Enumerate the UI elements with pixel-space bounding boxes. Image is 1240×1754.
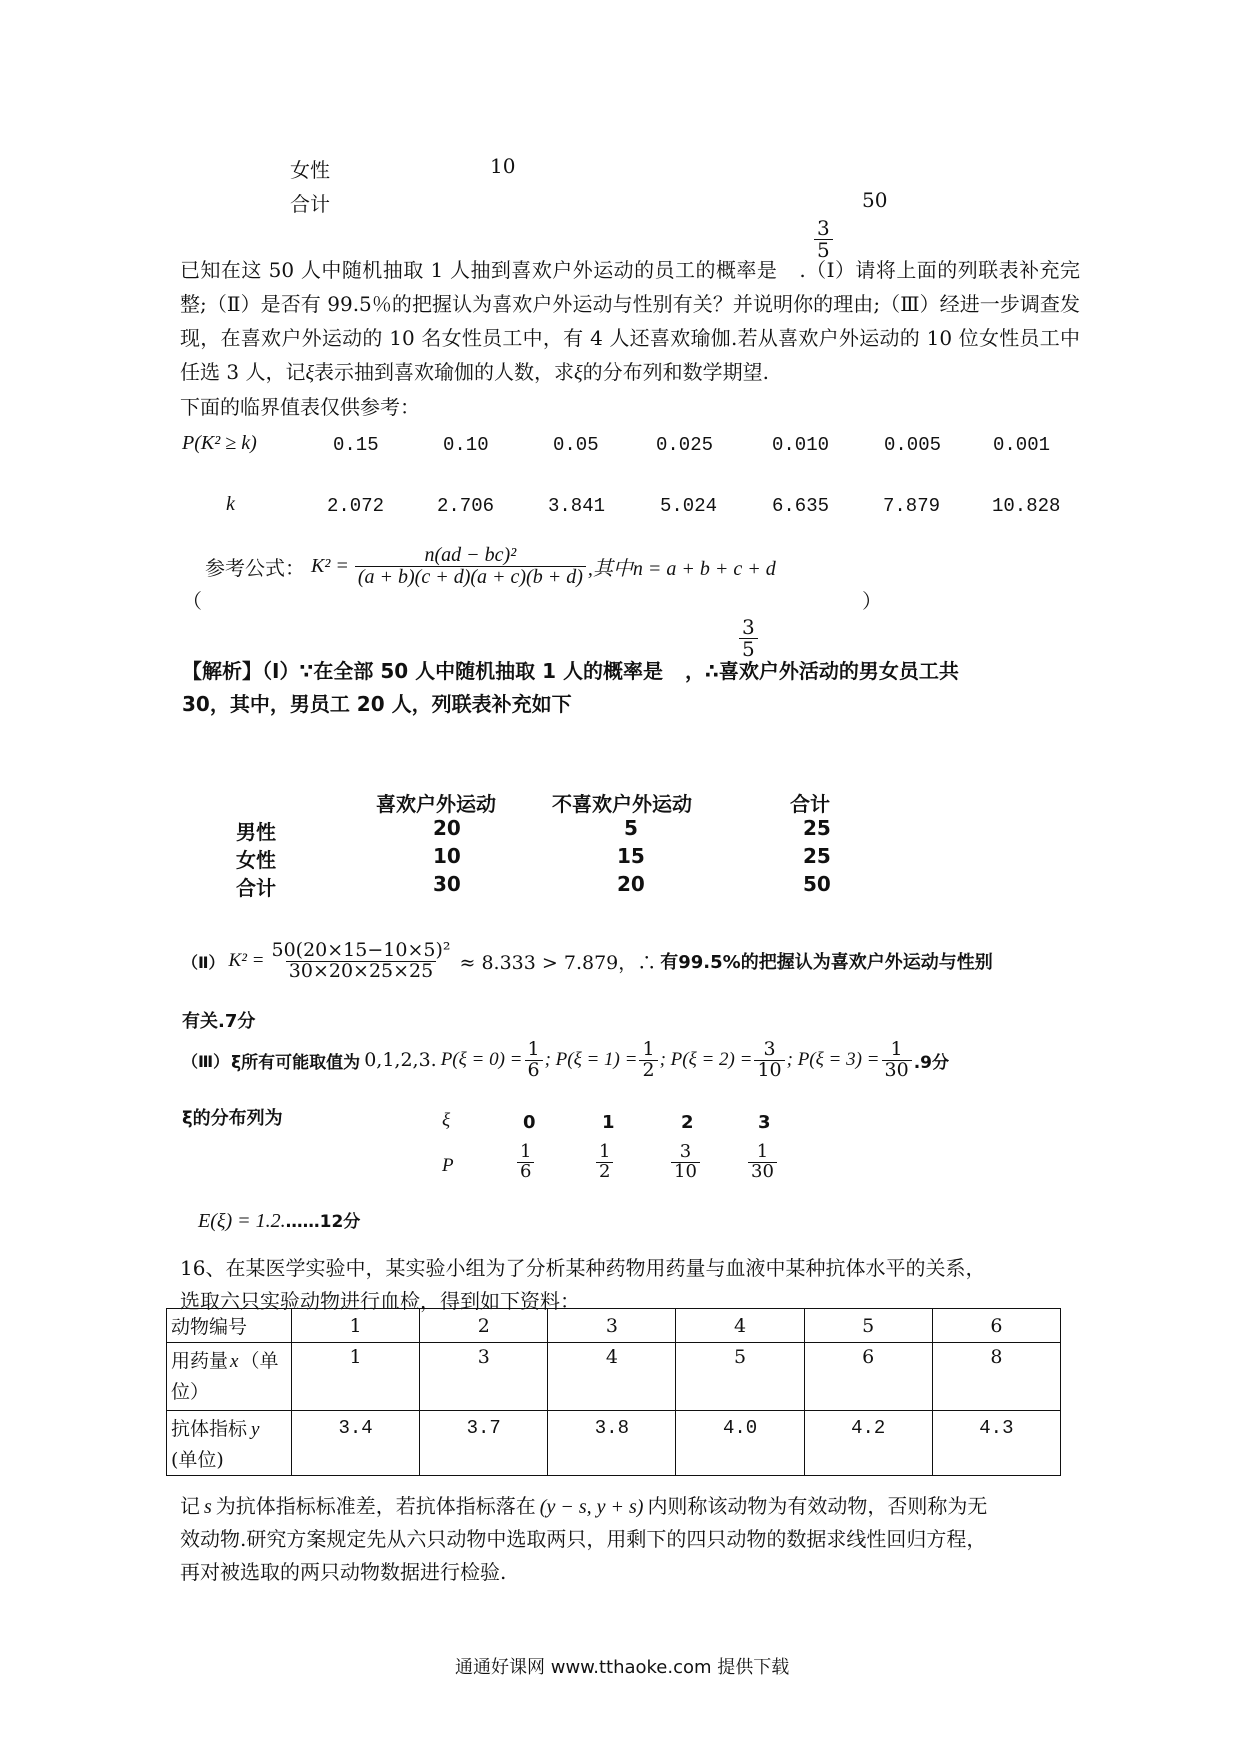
solution-table-cell: 20 [433,816,461,840]
p1-lhs: ; P(ξ = 1) = [544,1049,638,1071]
critical-p-value: 0.001 [993,434,1051,456]
critical-p-value: 0.05 [553,434,599,456]
solution-table-cell: 25 [803,844,831,868]
solution-table-cell: 15 [617,844,645,868]
table-cell: 2 [420,1309,548,1343]
distribution-label: ξ的分布列为 [182,1108,283,1129]
table-row-label: 用药量 x （单 位） [167,1343,292,1411]
solution-fraction [737,617,760,660]
interval: (y − s, y + s) [539,1496,644,1518]
expectation-score: ……12分 [285,1212,361,1232]
solution-table-row-label: 女性 [236,848,276,872]
critical-k-value: 7.879 [883,495,941,517]
critical-p-value: 0.10 [443,434,489,456]
table-cell: 4 [676,1309,804,1343]
part2-text-line2: 有关.7分 [182,1011,256,1032]
solution-part1-line1: 【解析】（Ⅰ）∵在全部 50 人中随机抽取 1 人的概率是 ，∴喜欢户外活动的男女员工共 [182,659,959,683]
footer-download-text[interactable]: 通通好课网 www.tthaoke.com 提供下载 [455,1657,790,1678]
fraction-denominator: 2 [596,1162,613,1182]
solution-table-cell: 25 [803,816,831,840]
part2-label: （Ⅱ） [182,952,225,972]
distribution-value: 3 [758,1112,771,1133]
critical-k-value: 2.706 [437,495,495,517]
critical-p-value: 0.005 [884,434,942,456]
top-table-total-label: 合计 [290,192,330,216]
formula-denominator: (a + b)(c + d)(a + c)(b + d) [355,566,586,588]
fraction-numerator: 3 [742,615,755,639]
solution-table-header: 喜欢户外运动 [376,792,496,816]
p1-fraction [639,1040,657,1081]
formula-label: 参考公式： [205,556,305,580]
part2-numerator: 50(20×15−10×5)² [271,939,451,961]
fraction-numerator: 3 [817,216,830,240]
critical-k-value: 10.828 [992,495,1061,517]
distribution-xi-label: ξ [442,1110,451,1131]
table-cell: 3.4 [292,1411,420,1476]
part2-lhs: K² = [228,950,265,972]
fraction-numerator: 1 [642,1038,655,1060]
solution-table-cell: 10 [433,844,461,868]
table-cell: 4 [548,1343,676,1411]
formula-close-paren: ） [862,589,882,613]
table-cell: 3.8 [548,1411,676,1476]
fraction-numerator: 1 [890,1038,903,1060]
critical-k-value: 2.072 [327,495,385,517]
p3-fraction [882,1040,912,1081]
formula-fraction [355,545,586,588]
p0-lhs: P(ξ = 0) = [440,1049,523,1071]
fraction-denominator: 30 [748,1162,777,1182]
table-row-label: 抗体指标 y (单位) [167,1411,292,1476]
critical-p-value: 0.025 [656,434,714,456]
formula-numerator: n(ad − bc)² [424,544,517,566]
problem-text-d: 的分布列和数学期望. [582,360,769,384]
fraction-numerator: 3 [679,1141,692,1162]
solution-part3 [182,1040,949,1081]
distribution-value: 0 [523,1112,536,1133]
fraction-numerator: 1 [599,1141,611,1162]
fraction-denominator: 6 [517,1162,534,1182]
table-row-label: 动物编号 [167,1309,292,1343]
distribution-prob [669,1143,702,1182]
problem16-after-line3: 再对被选取的两只动物数据进行检验. [180,1560,507,1584]
problem16-line2: 选取六只实验动物进行血检，得到如下资料： [180,1289,580,1313]
std-symbol: s [204,1496,212,1518]
top-table-female-value: 10 [490,154,516,178]
distribution-prob [594,1143,615,1182]
solution-table-row-label: 男性 [236,820,276,844]
fraction-denominator: 6 [525,1060,543,1081]
solution-table-cell: 30 [433,872,461,896]
table-cell: 4.0 [676,1411,804,1476]
table-cell: 8 [932,1343,1060,1411]
solution-table-header: 不喜欢户外运动 [552,792,692,816]
fraction-denominator: 30 [882,1060,912,1081]
fraction-denominator: 2 [639,1060,657,1081]
problem16-data-table [166,1308,1061,1476]
critical-k-value: 6.635 [772,495,830,517]
part3-text: ξ所有可能取值为 [231,1052,361,1073]
expectation [198,1207,360,1233]
table-cell: 6 [932,1309,1060,1343]
solution-part2 [182,941,993,982]
part2-text: 有99.5%的把握认为喜欢户外运动与性别 [660,952,993,974]
problem-text-c: 表示抽到喜欢瑜伽的人数，求 [314,360,575,384]
fraction-denominator: 10 [754,1060,784,1081]
part3-values: 0,1,2,3. [364,1049,437,1072]
xi-symbol: ξ [574,362,583,384]
p3-lhs: ; P(ξ = 3) = [786,1049,880,1071]
distribution-prob [746,1143,779,1182]
table-cell: 3 [548,1309,676,1343]
problem-text [180,253,1080,424]
solution-table-cell: 20 [617,872,645,896]
part2-rhs: ≈ 8.333 > 7.879，∴ [459,951,657,974]
fraction-numerator: 1 [520,1141,532,1162]
solution-part1-line2: 30，其中，男员工 20 人，列联表补充如下 [182,692,572,716]
solution-table-header: 合计 [790,792,830,816]
problem-text-b: .（Ⅰ）请将上面的列联表补充完整;（Ⅱ）是否有 99.5％的把握认为喜欢户外运动与性别有关？并说明你的理由;（Ⅲ）经进一步调查发现，在喜欢户外运动的 10 名女性员工中，有 4 人还喜欢瑜伽.若从喜欢户外运动的 10 位女性员工中任选 3 人，记 [180,258,1080,384]
table-cell: 1 [292,1309,420,1343]
expectation-value: E(ξ) = 1.2. [198,1210,286,1232]
fraction-numerator: 1 [756,1141,769,1162]
problem16-after-line1: 记 s 为抗体指标标准差，若抗体指标落在 (y − s, y + s) 内则称该动物为有效动物，否则称为无 [180,1494,988,1518]
problem-text-e: 下面的临界值表仅供参考： [180,395,420,419]
table-cell: 3 [420,1343,548,1411]
critical-p-value: 0.15 [333,434,379,456]
table-cell: 4.3 [932,1411,1060,1476]
critical-k-value: 3.841 [548,495,606,517]
solution-table-cell: 50 [803,872,831,896]
critical-table-p-label: P(K² ≥ k) [182,432,257,454]
formula-lhs: K² = [311,555,349,577]
top-table-total-value: 50 [862,188,888,212]
solution-table-cell: 5 [624,816,638,840]
table-cell: 4.2 [804,1411,932,1476]
part3-score: .9分 [913,1052,949,1073]
problem-text-a: 已知在这 50 人中随机抽取 1 人抽到喜欢户外运动的员工的概率是 [180,258,778,282]
part3-label: （Ⅲ） [182,1051,230,1071]
critical-k-value: 5.024 [660,495,718,517]
p2-lhs: ; P(ξ = 2) = [659,1049,753,1071]
problem16-line1: 16、在某医学实验中，某实验小组为了分析某种药物用药量与血液中某种抗体水平的关系， [180,1256,986,1280]
fraction-denominator: 5 [739,638,758,660]
table-cell: 3.7 [420,1411,548,1476]
distribution-p-label: P [442,1155,454,1176]
formula-open-paren: （ [182,589,202,613]
critical-table-k-label: k [226,493,235,515]
fraction-numerator: 1 [527,1038,540,1060]
solution-table-row-label: 合计 [236,876,276,900]
table-cell: 5 [676,1343,804,1411]
part2-fraction [269,941,454,982]
fraction-denominator: 10 [671,1162,700,1182]
p0-fraction [525,1040,543,1081]
xi-symbol: ξ [305,362,315,384]
critical-p-value: 0.010 [772,434,830,456]
table-cell: 6 [804,1343,932,1411]
part2-denominator: 30×20×25×25 [286,961,436,982]
formula-tail: ,其中n = a + b + c + d [587,558,776,580]
distribution-prob [515,1143,536,1182]
table-cell: 1 [292,1343,420,1411]
top-table-female-label: 女性 [290,158,330,182]
problem16-after-line2: 效动物.研究方案规定先从六只动物中选取两只，用剩下的四只动物的数据求线性回归方程， [180,1527,987,1551]
distribution-value: 2 [681,1112,694,1133]
reference-formula [205,545,776,588]
distribution-value: 1 [602,1112,615,1133]
table-cell: 5 [804,1309,932,1343]
fraction-denominator: 5 [814,239,833,261]
fraction-numerator: 3 [763,1038,776,1060]
p2-fraction [754,1040,784,1081]
